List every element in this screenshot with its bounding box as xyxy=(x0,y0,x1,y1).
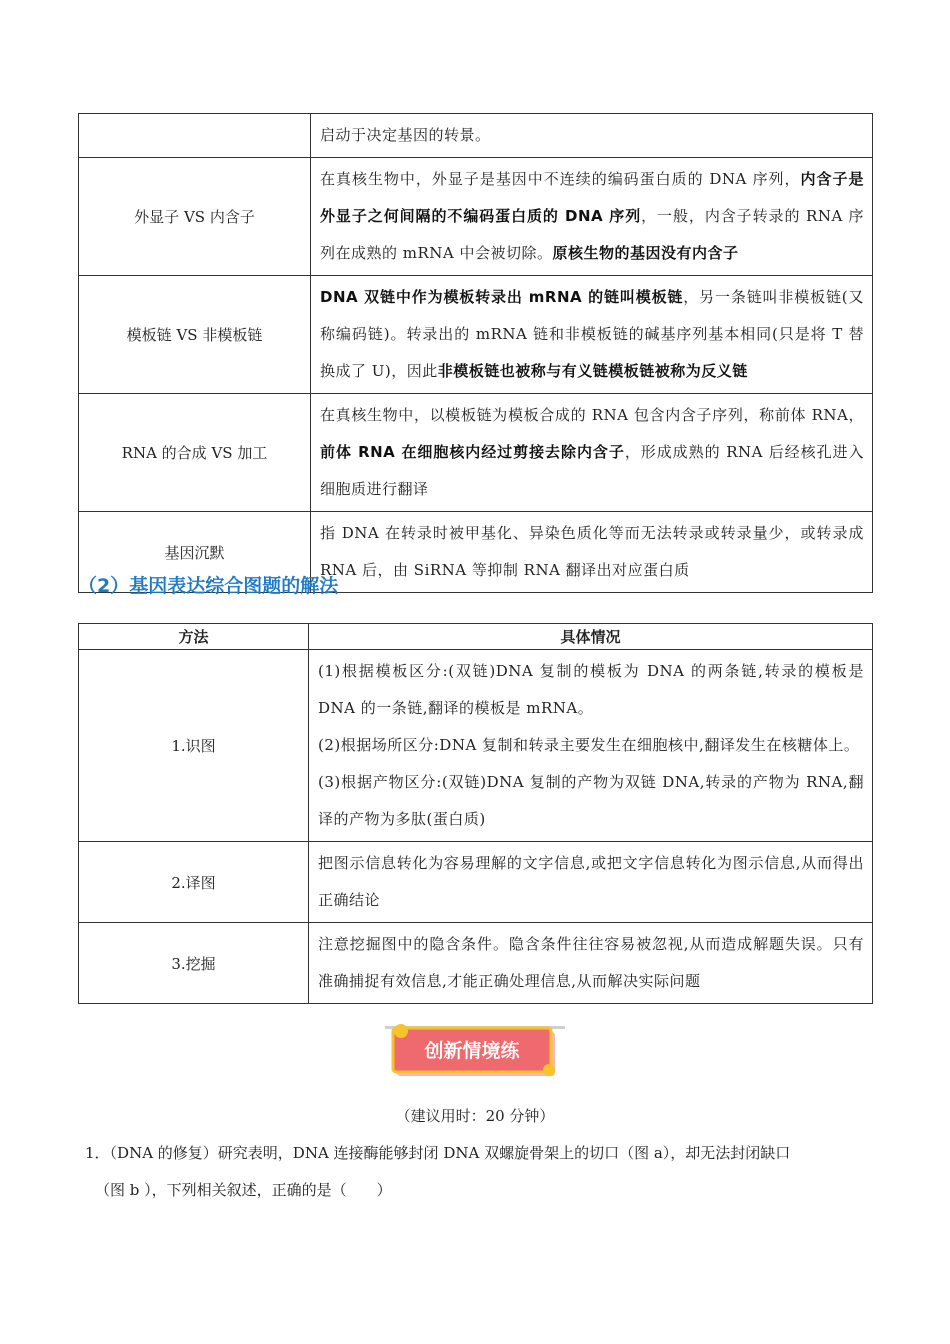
innovation-practice-badge xyxy=(385,1018,565,1088)
method-label: 1.识图 xyxy=(79,650,309,842)
method-table xyxy=(78,623,873,1004)
concept-label xyxy=(79,114,311,158)
method-row xyxy=(79,650,873,842)
detail-paragraph: (2)根据场所区分:DNA 复制和转录主要发生在细胞核中,翻译发生在核糖体上。 xyxy=(318,736,860,754)
text-segment: ，一般，内含子转录的 RNA 序列在成熟的 mRNA 中会被切除。 xyxy=(320,207,865,262)
badge-dot-right xyxy=(543,1064,555,1076)
concept-label: 模板链 VS 非模板链 xyxy=(79,276,311,394)
bold-text: 前体 RNA 在细胞核内经过剪接去除内含子 xyxy=(320,443,625,461)
text-segment: 指 DNA 在转录时被甲基化、异染色质化等而无法转录或转录量少，或转录成 RNA 后，由 SiRNA 等抑制 RNA 翻译出对应蛋白质 xyxy=(320,524,864,579)
question-line-1: 1．（DNA 的修复）研究表明，DNA 连接酶能够封闭 DNA 双螺旋骨架上的切口（图 a），却无法封闭缺口 xyxy=(85,1144,791,1162)
question-line-2: （图 b ），下列相关叙述，正确的是（ ） xyxy=(95,1181,392,1199)
bold-text: 内含子是外显子之何间隔的不编码蛋白质的 DNA 序列 xyxy=(320,170,864,225)
text-segment: ，形成成熟的 RNA 后经核孔进入细胞质进行翻译 xyxy=(320,443,864,498)
method-row xyxy=(79,842,873,923)
method-row xyxy=(79,923,873,1004)
concept-row xyxy=(79,394,873,512)
bold-text: DNA 双链中作为模板转录出 mRNA 的链叫模板链 xyxy=(320,288,684,306)
method-table-header xyxy=(79,624,873,650)
method-label: 2.译图 xyxy=(79,842,309,923)
concept-description xyxy=(311,114,873,158)
concept-label: 基因沉默 xyxy=(79,512,311,593)
text-segment: 启动于决定基因的转景。 xyxy=(320,126,491,144)
bold-text: 非模板链也被称与有义链模板链被称为反义链 xyxy=(437,362,748,380)
concept-description xyxy=(311,394,873,512)
concept-description xyxy=(311,512,873,593)
header-details: 具体情况 xyxy=(309,624,873,650)
badge-text: 创新情境练 xyxy=(424,1040,520,1062)
text-segment: 在真核生物中，以模板链为模板合成的 RNA 包含内含子序列，称前体 RNA， xyxy=(320,406,864,424)
text-segment: ，另一条链叫非模板链(又称编码链)。转录出的 mRNA 链和非模板链的碱基序列基本相同(只是将 T 替换成了 U)，因此 xyxy=(320,288,865,380)
method-details xyxy=(309,650,873,842)
detail-paragraph: (3)根据产物区分:(双链)DNA 复制的产物为双链 DNA,转录的产物为 RNA,翻译的产物为多肽(蛋白质) xyxy=(318,773,864,828)
concept-row xyxy=(79,158,873,276)
detail-paragraph: (1)根据模板区分:(双链)DNA 复制的模板为 DNA 的两条链,转录的模板是 DNA 的一条链,翻译的模板是 mRNA。 xyxy=(318,662,864,717)
suggested-time: （建议用时：20 分钟） xyxy=(395,1107,555,1125)
concept-row xyxy=(79,114,873,158)
text-segment: 在真核生物中，外显子是基因中不连续的编码蛋白质的 DNA 序列， xyxy=(320,170,801,188)
concept-description xyxy=(311,158,873,276)
concept-table xyxy=(78,113,873,593)
method-details xyxy=(309,923,873,1004)
detail-paragraph: 把图示信息转化为容易理解的文字信息,或把文字信息转化为图示信息,从而得出正确结论 xyxy=(318,854,864,909)
badge-dot-left xyxy=(394,1024,408,1038)
section-title: （2）基因表达综合图题的解法 xyxy=(78,575,339,597)
method-details xyxy=(309,842,873,923)
concept-row xyxy=(79,276,873,394)
bold-text: 原核生物的基因没有内含子 xyxy=(552,244,739,262)
header-method: 方法 xyxy=(79,624,309,650)
concept-description xyxy=(311,276,873,394)
question-1 xyxy=(85,1135,875,1209)
concept-label: RNA 的合成 VS 加工 xyxy=(79,394,311,512)
concept-label: 外显子 VS 内含子 xyxy=(79,158,311,276)
detail-paragraph: 注意挖掘图中的隐含条件。隐含条件往往容易被忽视,从而造成解题失误。只有准确捕捉有效信息,才能正确处理信息,从而解决实际问题 xyxy=(318,935,864,990)
method-label: 3.挖掘 xyxy=(79,923,309,1004)
